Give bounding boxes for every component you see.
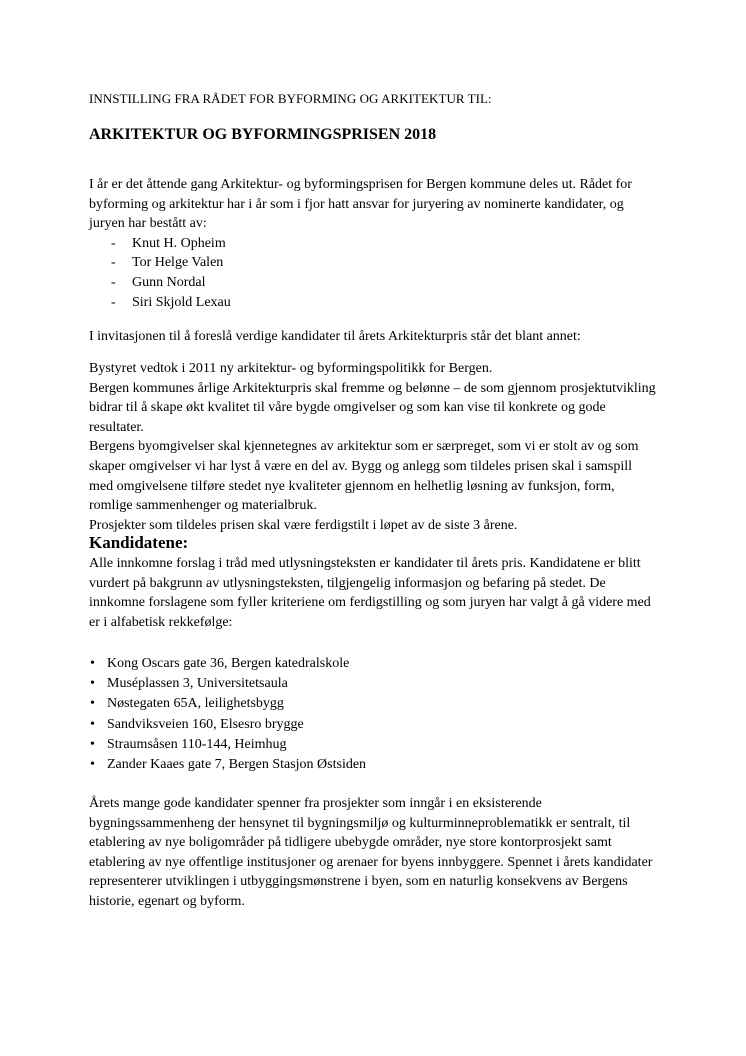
- candidate-item: [89, 654, 366, 674]
- dash-marker: -: [111, 294, 116, 310]
- invitation-lead: I invitasjonen til å foreslå verdige kandidater til årets Arkitekturpris står det blant annet:: [89, 329, 581, 344]
- document-kicker: INNSTILLING FRA RÅDET FOR BYFORMING OG ARKITEKTUR TIL:: [89, 91, 492, 106]
- candidate-item: [89, 694, 366, 714]
- bullet-marker: •: [90, 656, 95, 671]
- invitation-quote: [89, 359, 659, 535]
- bullet-marker: •: [90, 676, 95, 692]
- candidates-intro-block: [89, 554, 659, 632]
- candidates-paragraph: Alle innkomne forslag i tråd med utlysningsteksten er kandidater til årets pris. Kandidatene er blitt vurdert på bakgrunn av utlysningsteksten, tilgjengelig informasjon og befaring på stedet. De innkomne forslagene som fyller kriteriene om ferdigstilling og som juryen har valgt å gå videre med er i alfabetisk rekkefølge:: [89, 556, 651, 630]
- jury-member-name: Gunn Nordal: [132, 274, 206, 290]
- document-title: ARKITEKTUR OG BYFORMINGSPRISEN 2018: [89, 126, 437, 143]
- dash-marker: -: [111, 255, 116, 271]
- candidate-item: [89, 755, 366, 775]
- candidate-name: Sandviksveien 160, Elsesro brygge: [107, 716, 304, 732]
- bullet-marker: •: [90, 696, 95, 712]
- candidate-name: Kong Oscars gate 36, Bergen katedralskole: [107, 656, 350, 671]
- candidates-heading: Kandidatene:: [89, 533, 189, 552]
- candidate-name: Nøstegaten 65A, leilighetsbygg: [107, 696, 284, 712]
- invitation-line: Bergens byomgivelser skal kjennetegnes av arkitektur som er særpreget, som vi er stolt av og som skaper omgivelser vi har lyst å være en del av. Bygg og anlegg som tildeles prisen skal i samspill med omgivelsene tilføre stedet nye kvaliteter gjennom en helhetlig løsning av funksjon, form, romlige sammenhenger og materialbruk.: [89, 439, 639, 514]
- candidate-name: Zander Kaaes gate 7, Bergen Stasjon Østsiden: [107, 757, 367, 773]
- jury-list: [89, 234, 659, 312]
- candidate-name: Muséplassen 3, Universitetsaula: [107, 676, 288, 692]
- dash-marker: -: [111, 235, 116, 251]
- candidate-item: [89, 735, 366, 755]
- intro-section: [89, 175, 659, 312]
- invitation-line: Bystyret vedtok i 2011 ny arkitektur- og byformingspolitikk for Bergen.: [89, 361, 493, 376]
- closing-paragraph: Årets mange gode kandidater spenner fra prosjekter som inngår i en eksisterende bygningssammenheng der hensynet til bygningsmiljø og kulturminneproblematikk er sentralt, til etablering av nye boligområder på tidligere ubebygde områder, nye store kontorprosjekt samt etablering av nye offentlige institusjoner og arenaer for byens innbyggere. Spennet i årets kandidater representerer utviklingen i utbyggingsmønstrene i byen, som en naturlig konsekvens av Bergens historie, egenart og byform.: [89, 796, 653, 909]
- bullet-marker: •: [90, 757, 95, 773]
- closing-block: [89, 794, 659, 912]
- jury-member-name: Knut H. Opheim: [132, 235, 226, 251]
- candidate-item: [89, 715, 366, 735]
- invitation-line: Prosjekter som tildeles prisen skal være ferdigstilt i løpet av de siste 3 årene.: [89, 517, 518, 533]
- bullet-marker: •: [90, 716, 95, 732]
- invitation-line: Bergen kommunes årlige Arkitekturpris skal fremme og belønne – de som gjennom prosjektutvikling bidrar til å skape økt kvalitet til våre bygde omgivelser og som kan vise til konkrete og gode resultater.: [89, 380, 656, 435]
- candidate-name: Straumsåsen 110-144, Heimhug: [107, 736, 287, 752]
- dash-marker: -: [111, 274, 116, 290]
- jury-member: [89, 253, 659, 273]
- jury-member: [89, 234, 659, 254]
- jury-member: [89, 293, 659, 313]
- candidates-list: [89, 654, 366, 775]
- bullet-marker: •: [90, 736, 95, 752]
- intro-paragraph: I år er det åttende gang Arkitektur- og byformingsprisen for Bergen kommune deles ut. Rådet for byforming og arkitektur har i år som i fjor hatt ansvar for juryering av nominerte kandidater, og juryen har bestått av:: [89, 177, 632, 232]
- jury-member-name: Tor Helge Valen: [132, 255, 224, 271]
- invitation-lead-block: [89, 327, 659, 347]
- jury-member-name: Siri Skjold Lexau: [132, 294, 231, 310]
- jury-member: [89, 273, 659, 293]
- candidate-item: [89, 674, 366, 694]
